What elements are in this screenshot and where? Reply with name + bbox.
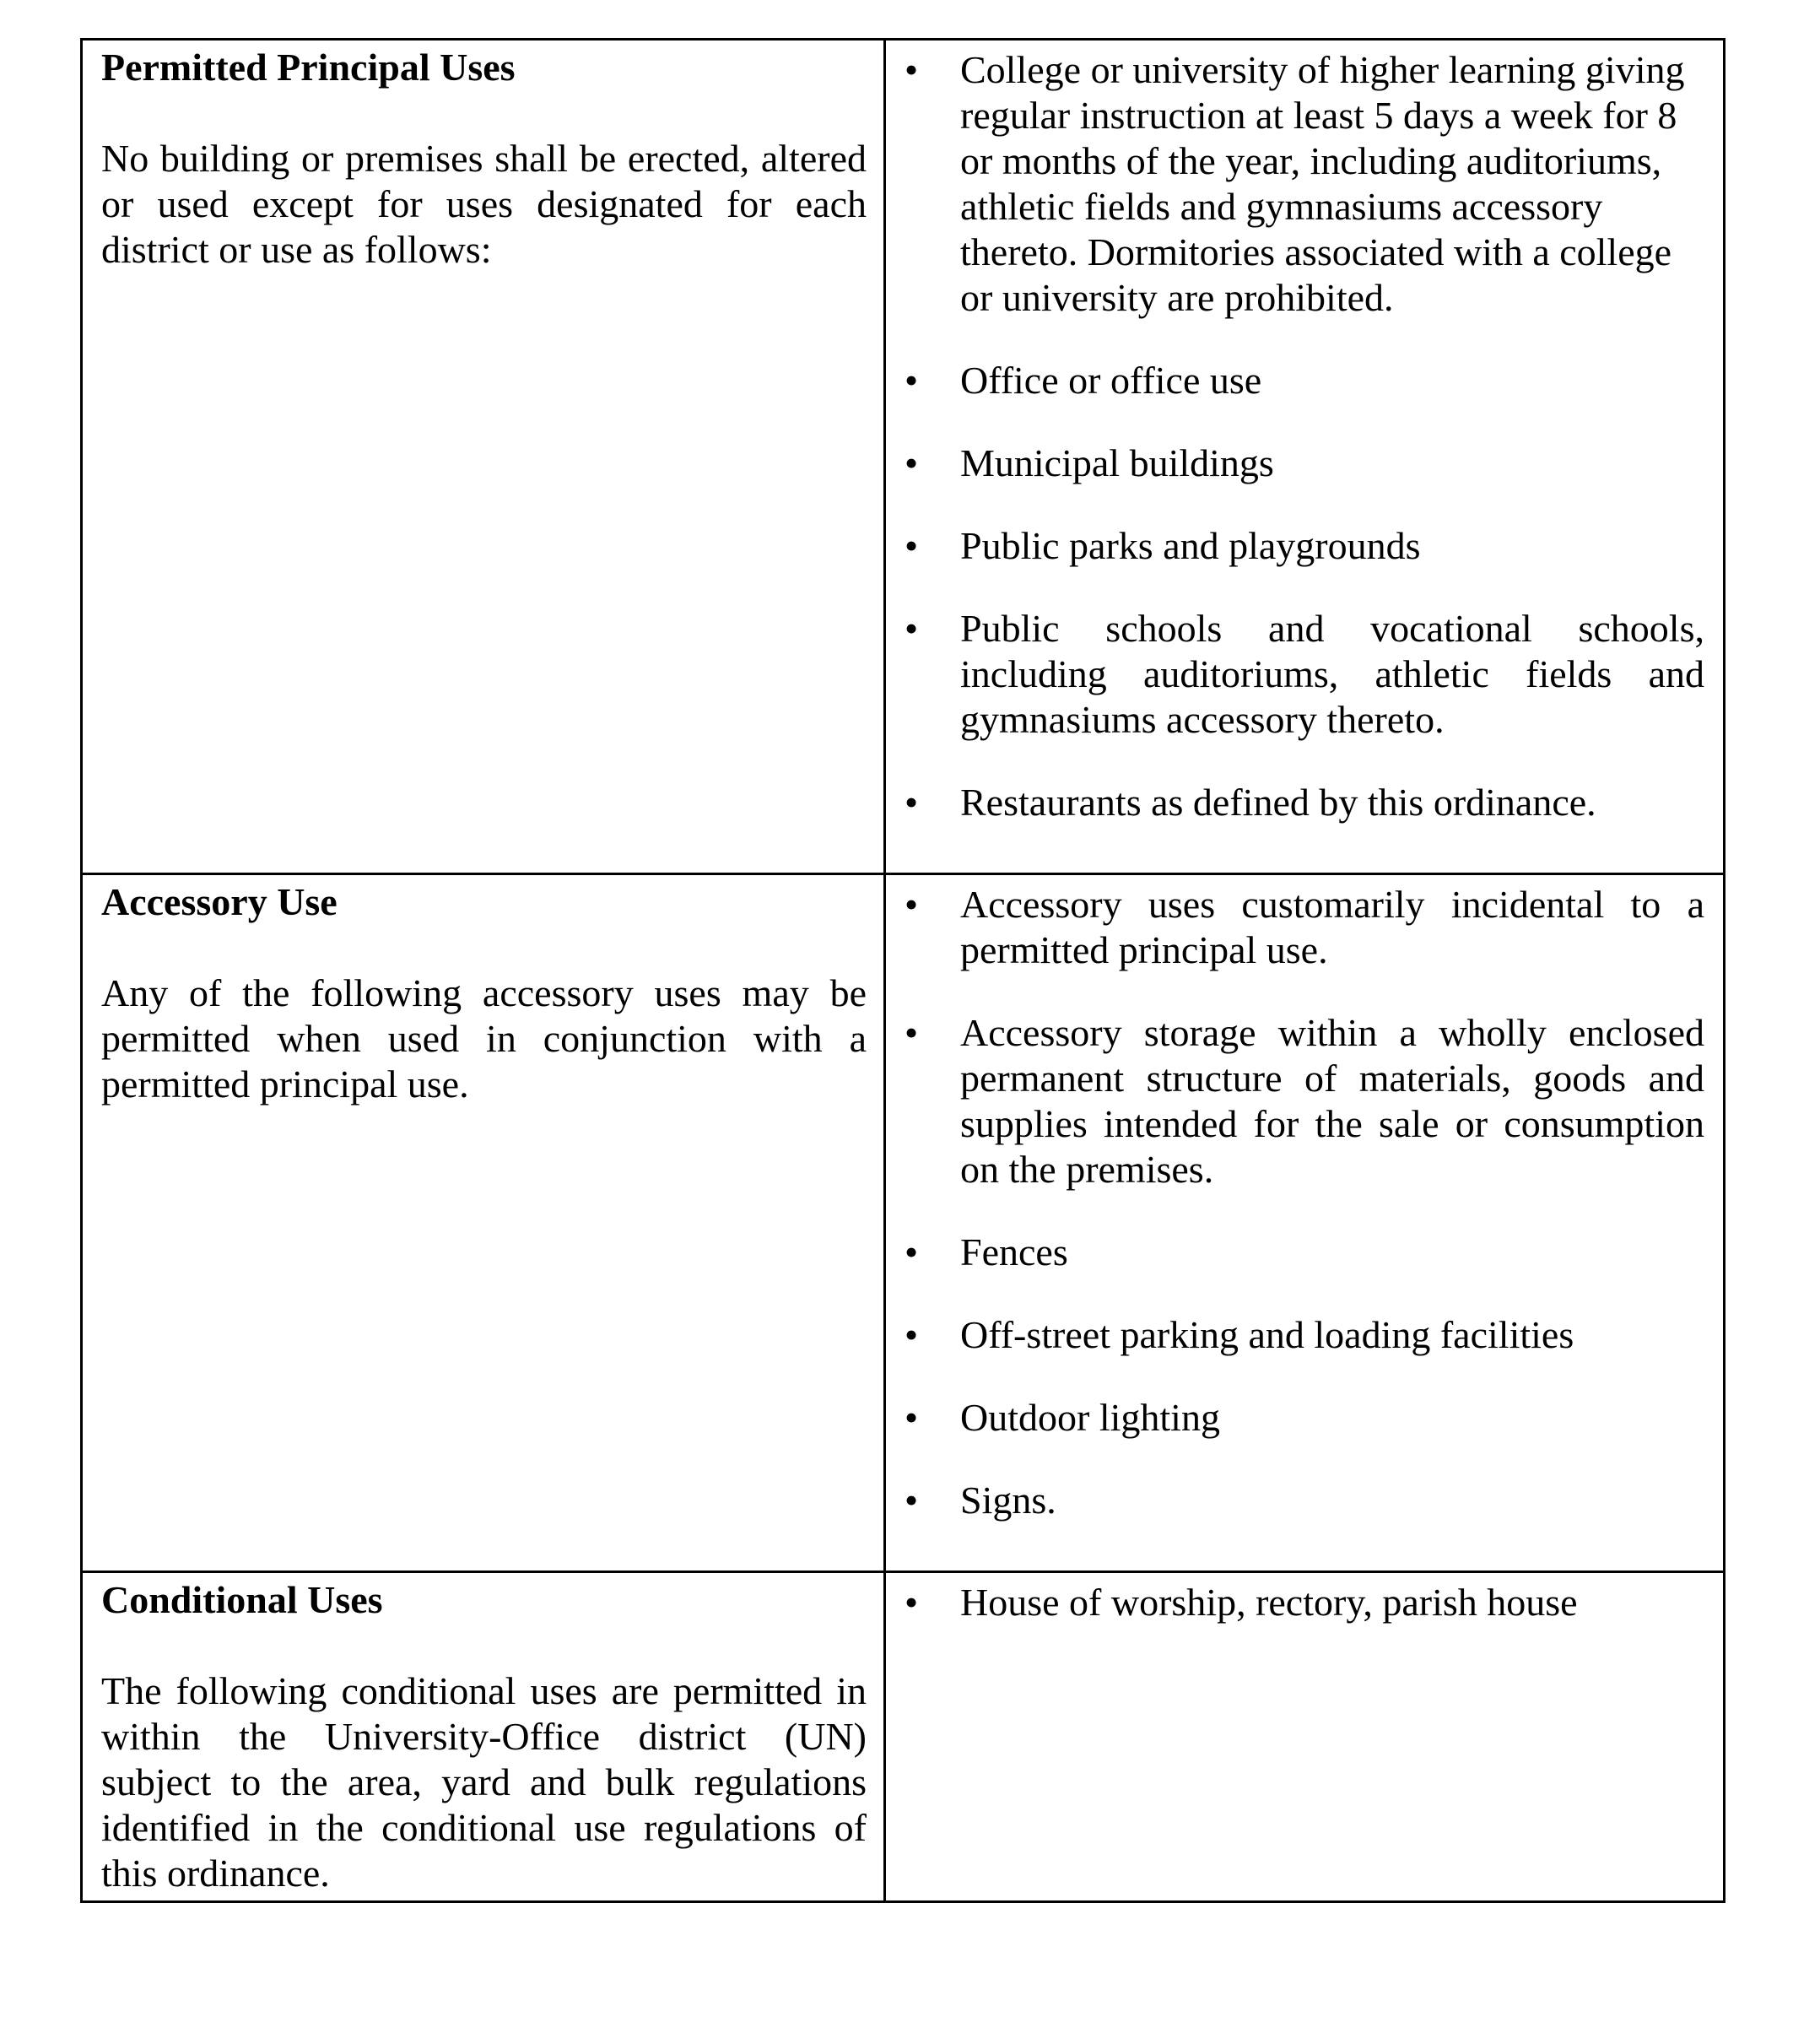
list-item-text: Office or office use bbox=[960, 359, 1262, 402]
bullet-icon: • bbox=[904, 359, 919, 402]
accessory-use-list-cell bbox=[885, 874, 1725, 1572]
section-description: No building or premises shall be erected, altered or used except for uses designated for each district or use as follows: bbox=[101, 137, 867, 271]
bullet-list bbox=[886, 1580, 1704, 1625]
list-item bbox=[886, 47, 1704, 321]
list-item-text: Accessory uses customarily incidental to a permitted principal use. bbox=[960, 883, 1704, 971]
permitted-principal-uses-list-cell bbox=[885, 40, 1725, 874]
list-item bbox=[886, 523, 1704, 569]
section-description: The following conditional uses are permitted in within the University-Office district (UN) subject to the area, yard and bulk regulations identified in the conditional use regulations of this ordinance. bbox=[101, 1669, 867, 1895]
list-item bbox=[886, 1230, 1704, 1275]
bullet-icon: • bbox=[904, 1313, 919, 1356]
zoning-uses-table bbox=[80, 38, 1725, 1903]
list-item bbox=[886, 1580, 1704, 1625]
bullet-icon: • bbox=[904, 1396, 919, 1439]
bullet-icon: • bbox=[904, 883, 919, 926]
bullet-icon: • bbox=[904, 441, 919, 484]
list-item bbox=[886, 1395, 1704, 1441]
list-item-text: Signs. bbox=[960, 1479, 1056, 1522]
list-item-text: Public schools and vocational schools, including auditoriums, athletic fields and gymnasiums accessory thereto. bbox=[960, 607, 1704, 741]
bullet-icon: • bbox=[904, 1230, 919, 1273]
list-item bbox=[886, 1478, 1704, 1523]
list-item bbox=[886, 441, 1704, 486]
table-row-conditional-uses bbox=[82, 1572, 1725, 1902]
section-description: Any of the following accessory uses may be permitted when used in conjunction with a permitted principal use. bbox=[101, 971, 867, 1106]
list-item-text: Fences bbox=[960, 1230, 1068, 1273]
permitted-principal-uses-label-cell bbox=[82, 40, 885, 874]
conditional-uses-label-cell bbox=[82, 1572, 885, 1902]
bullet-list bbox=[886, 47, 1704, 825]
list-item-text: Restaurants as defined by this ordinance. bbox=[960, 781, 1596, 824]
bullet-icon: • bbox=[904, 524, 919, 567]
list-item bbox=[886, 1010, 1704, 1192]
list-item-text: House of worship, rectory, parish house bbox=[960, 1581, 1578, 1624]
list-item-text: Accessory storage within a wholly enclosed permanent structure of materials, goods and supplies intended for the sale or consumption on the premises. bbox=[960, 1011, 1704, 1191]
bullet-icon: • bbox=[904, 607, 919, 650]
list-item bbox=[886, 882, 1704, 973]
list-item-text: Municipal buildings bbox=[960, 441, 1274, 484]
list-item bbox=[886, 1312, 1704, 1358]
table-row-permitted-principal-uses bbox=[82, 40, 1725, 874]
bullet-list bbox=[886, 882, 1704, 1523]
list-item-text: Public parks and playgrounds bbox=[960, 524, 1421, 567]
section-heading: Permitted Principal Uses bbox=[101, 46, 516, 89]
conditional-uses-list-cell bbox=[885, 1572, 1725, 1902]
bullet-icon: • bbox=[904, 48, 919, 91]
list-item bbox=[886, 358, 1704, 403]
list-item bbox=[886, 606, 1704, 743]
list-item-text: Off-street parking and loading facilities bbox=[960, 1313, 1574, 1356]
list-item-text: College or university of higher learning giving regular instruction at least 5 days a week for 8 or months of the year, including auditoriums, athletic fields and gymnasiums accessory thereto. Dormitories associated with a college or university are prohibited. bbox=[960, 48, 1685, 319]
section-heading: Accessory Use bbox=[101, 880, 338, 923]
list-item bbox=[886, 780, 1704, 825]
list-item-text: Outdoor lighting bbox=[960, 1396, 1220, 1439]
bullet-icon: • bbox=[904, 1479, 919, 1522]
bullet-icon: • bbox=[904, 1581, 919, 1624]
table-row-accessory-use bbox=[82, 874, 1725, 1572]
bullet-icon: • bbox=[904, 1011, 919, 1054]
section-heading: Conditional Uses bbox=[101, 1578, 383, 1621]
accessory-use-label-cell bbox=[82, 874, 885, 1572]
bullet-icon: • bbox=[904, 781, 919, 824]
